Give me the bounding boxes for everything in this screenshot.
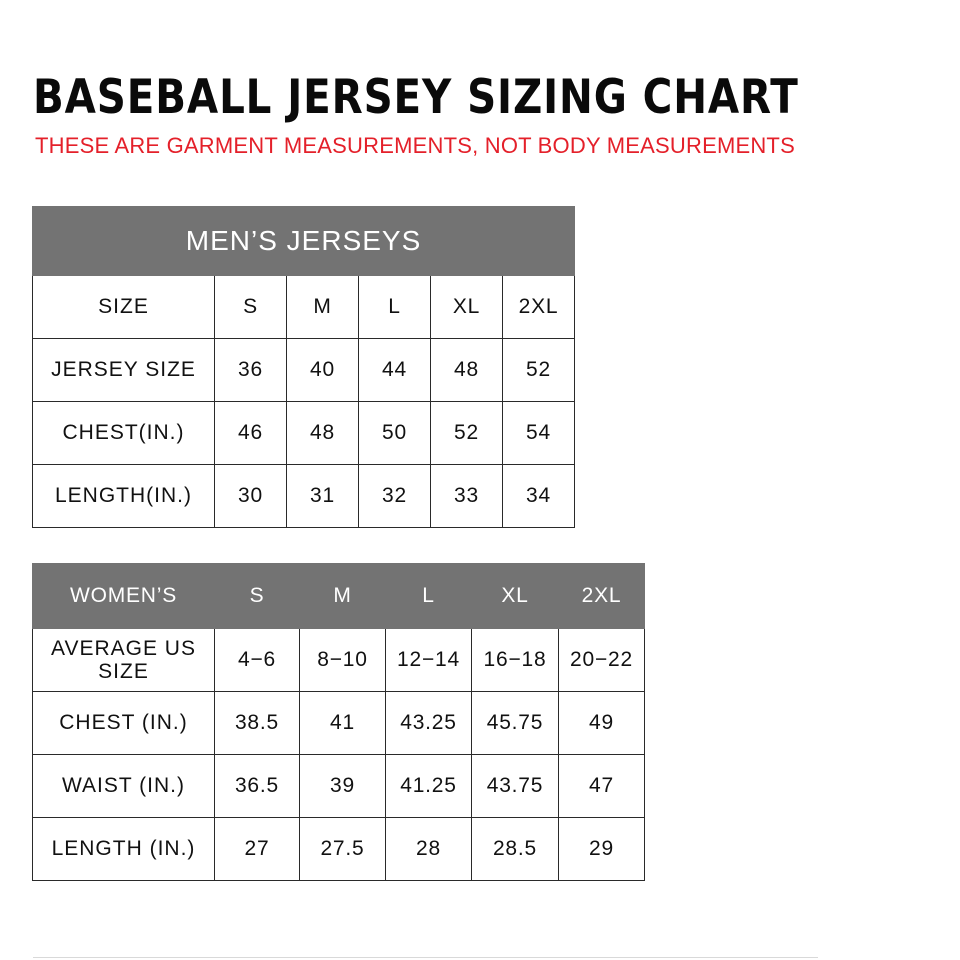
table-row bbox=[33, 276, 575, 339]
row-label: LENGTH(IN.) bbox=[33, 465, 215, 528]
table-cell: 49 bbox=[559, 692, 645, 755]
table-cell: 30 bbox=[215, 465, 287, 528]
table-row bbox=[33, 629, 645, 692]
table-cell: 28.5 bbox=[472, 818, 559, 881]
table-cell: 54 bbox=[503, 402, 575, 465]
table-row bbox=[33, 465, 575, 528]
size-header: S bbox=[215, 276, 287, 339]
table-cell: 12−14 bbox=[386, 629, 472, 692]
table-cell: 43.25 bbox=[386, 692, 472, 755]
table-cell: 27.5 bbox=[300, 818, 386, 881]
size-header: M bbox=[300, 564, 386, 629]
table-cell: 47 bbox=[559, 755, 645, 818]
table-cell: 52 bbox=[431, 402, 503, 465]
row-label: LENGTH (IN.) bbox=[33, 818, 215, 881]
table-cell: 52 bbox=[503, 339, 575, 402]
table-cell: 27 bbox=[215, 818, 300, 881]
table-cell: 33 bbox=[431, 465, 503, 528]
womens-table-title: WOMEN’S bbox=[33, 564, 215, 629]
page-title: BASEBALL JERSEY SIZING CHART bbox=[33, 70, 799, 125]
table-cell: 41.25 bbox=[386, 755, 472, 818]
row-label: JERSEY SIZE bbox=[33, 339, 215, 402]
table-cell: 28 bbox=[386, 818, 472, 881]
row-label: CHEST (IN.) bbox=[33, 692, 215, 755]
table-cell: 29 bbox=[559, 818, 645, 881]
table-cell: 41 bbox=[300, 692, 386, 755]
size-header: 2XL bbox=[503, 276, 575, 339]
size-header: XL bbox=[431, 276, 503, 339]
size-header: M bbox=[287, 276, 359, 339]
table-cell: 48 bbox=[287, 402, 359, 465]
table-cell: 39 bbox=[300, 755, 386, 818]
table-cell: 34 bbox=[503, 465, 575, 528]
table-cell: 20−22 bbox=[559, 629, 645, 692]
mens-size-table bbox=[32, 206, 575, 528]
mens-table-title: MEN’S JERSEYS bbox=[33, 207, 575, 276]
size-header: S bbox=[215, 564, 300, 629]
divider bbox=[33, 957, 818, 958]
table-cell: 32 bbox=[359, 465, 431, 528]
table-cell: 16−18 bbox=[472, 629, 559, 692]
size-header: XL bbox=[472, 564, 559, 629]
table-row bbox=[33, 692, 645, 755]
table-cell: 36 bbox=[215, 339, 287, 402]
row-label: SIZE bbox=[33, 276, 215, 339]
size-header: L bbox=[359, 276, 431, 339]
table-row bbox=[33, 818, 645, 881]
table-cell: 4−6 bbox=[215, 629, 300, 692]
table-cell: 43.75 bbox=[472, 755, 559, 818]
table-cell: 45.75 bbox=[472, 692, 559, 755]
table-cell: 31 bbox=[287, 465, 359, 528]
page-subtitle: THESE ARE GARMENT MEASUREMENTS, NOT BODY MEASUREMENTS bbox=[35, 133, 795, 158]
size-header: L bbox=[386, 564, 472, 629]
table-cell: 50 bbox=[359, 402, 431, 465]
row-label: CHEST(IN.) bbox=[33, 402, 215, 465]
size-header: 2XL bbox=[559, 564, 645, 629]
table-cell: 48 bbox=[431, 339, 503, 402]
table-cell: 44 bbox=[359, 339, 431, 402]
row-label: AVERAGE US SIZE bbox=[33, 629, 215, 692]
womens-size-table bbox=[32, 563, 645, 881]
row-label: WAIST (IN.) bbox=[33, 755, 215, 818]
table-cell: 36.5 bbox=[215, 755, 300, 818]
table-row bbox=[33, 402, 575, 465]
table-header-row bbox=[33, 564, 645, 629]
table-cell: 46 bbox=[215, 402, 287, 465]
table-row bbox=[33, 339, 575, 402]
table-cell: 40 bbox=[287, 339, 359, 402]
table-cell: 8−10 bbox=[300, 629, 386, 692]
table-cell: 38.5 bbox=[215, 692, 300, 755]
table-row bbox=[33, 755, 645, 818]
